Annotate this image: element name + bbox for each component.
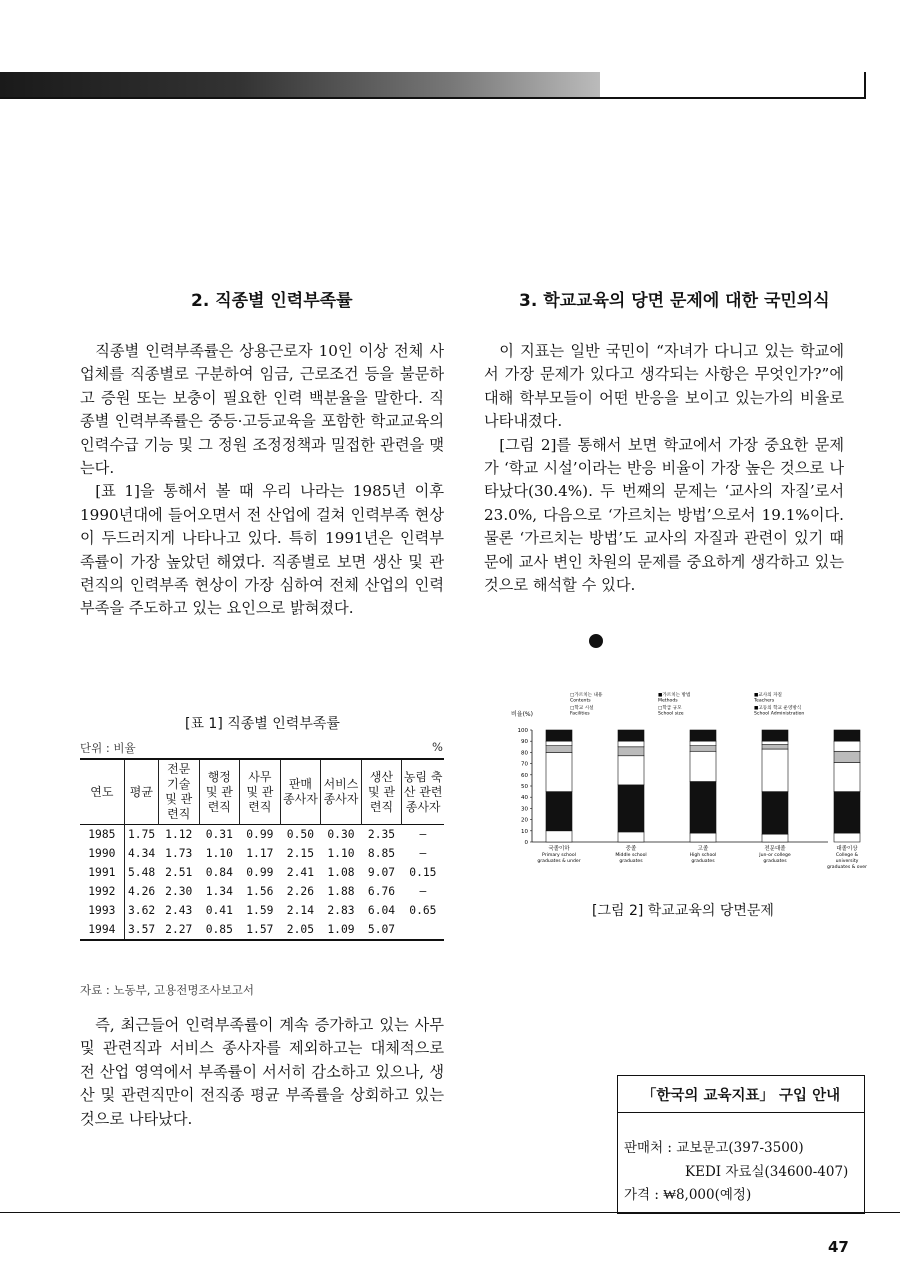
x-tick-label: 중졸 (625, 846, 637, 852)
table-cell: 1.12 (165, 828, 193, 841)
table-cell: 1.10 (205, 847, 233, 860)
table-row (80, 882, 444, 901)
bar-segment (546, 831, 572, 842)
bar-segment (762, 749, 788, 792)
x-tick-label: 고졸 (697, 846, 709, 852)
top-rule (0, 97, 866, 99)
x-tick-label: 전문대졸 (764, 846, 786, 852)
table-cell: 1.57 (246, 923, 274, 936)
bar-segment (690, 833, 716, 842)
seller-line-2: KEDI 자료실(34600-407) (685, 1164, 849, 1180)
paragraph: [표 1]을 통해서 볼 때 우리 나라는 1985년 이후 1990년대에 들어오면서 전 산업에 걸쳐 인력부족 현상이 두드러지게 나타나고 있다. 특히 1991년은 인력부족률이 가장 높았던 해였다. 직종별로 보면 생산 및 관련직의 인력부족 현상이 가장 심하여 전체 산업의 인력부족을 주도하고 있는 요인으로 밝혀졌다. (80, 482, 444, 618)
legend-label: Facilities (570, 711, 590, 717)
bar-segment (762, 741, 788, 744)
bar-segment (834, 792, 860, 833)
table-cell: 2.51 (165, 866, 193, 879)
legend-label: □가르치는 내용 (570, 693, 603, 698)
table-cell: 1.73 (165, 847, 193, 860)
table-cell: 1.56 (246, 885, 274, 898)
bar-segment (546, 752, 572, 791)
bar-segment (546, 741, 572, 745)
x-tick-label: Primary school (542, 853, 576, 858)
table-cell: 0.15 (409, 866, 437, 879)
y-tick-label: 0 (524, 840, 528, 846)
x-tick-label: graduates (619, 859, 643, 864)
column-header: 사무 및 관련직 (240, 759, 281, 825)
bar-segment (690, 751, 716, 781)
x-tick-label: 국졸이하 (548, 846, 570, 852)
figure-caption: [그림 2] 학교교육의 당면문제 (592, 903, 774, 919)
column-header: 연도 (90, 784, 114, 799)
table-cell: 2.14 (286, 904, 315, 917)
y-axis-label: 비율(%) (511, 711, 533, 718)
table-cell: 0.41 (205, 904, 233, 917)
x-tick-label: graduates & under (537, 859, 581, 864)
legend-label: School size (658, 711, 684, 717)
table-cell: 1.59 (246, 904, 274, 917)
table-cell: 2.35 (367, 828, 396, 841)
x-tick-label: Jun-or college (759, 853, 791, 858)
legend-label: Teachers (754, 698, 775, 704)
school-problem-chart (508, 690, 868, 890)
table-cell: 1.88 (327, 885, 355, 898)
table-source: 자료 : 노동부, 고용전명조사보고서 (80, 983, 255, 997)
x-tick-label: Middle school (615, 853, 647, 858)
bar-segment (834, 751, 860, 762)
y-tick-label: 50 (521, 784, 528, 790)
bar-segment (618, 747, 644, 756)
chart-legend (570, 691, 804, 717)
paragraph: 직종별 인력부족률은 상용근로자 10인 이상 전체 사업체를 직종별로 구분하여 임금, 근로조건 등을 불문하고 증원 또는 보충이 필요한 인력 백분율을 말한다. 직종별 인력부족률은 중등·고등교육을 포함한 학교교육의 인력수급 기능 및 그 정원 조정정책과 밀접한 관련을 맺는다. (80, 342, 444, 478)
table-row (80, 920, 444, 940)
table-cell: 1993 (80, 901, 124, 920)
table-cell: 0.85 (205, 923, 233, 936)
bar-segment (690, 782, 716, 834)
x-tick-label: High school (689, 853, 717, 858)
table-cell: 3.57 (127, 923, 156, 936)
bar-segment (618, 730, 644, 741)
table-cell: 2.43 (165, 904, 193, 917)
legend-label: School Administration (754, 711, 805, 717)
legend-label: ■고등의 학교 운영방식 (754, 706, 802, 711)
y-tick-label: 20 (521, 817, 528, 824)
table-cell: — (419, 885, 427, 898)
purchase-info-box (617, 1075, 865, 1214)
table-cell: 2.15 (286, 847, 315, 860)
shortage-table (80, 758, 444, 941)
table-cell: 0.30 (327, 828, 355, 841)
unit-label: 단위 : 비율 (80, 741, 136, 755)
table-cell: 1.09 (327, 923, 355, 936)
bar-segment (762, 745, 788, 749)
table-row (80, 901, 444, 920)
unit-symbol: % (432, 740, 443, 754)
bar-segment (690, 746, 716, 752)
table-cell: 0.31 (205, 828, 233, 841)
column-header: 평균 (124, 759, 158, 825)
y-tick-label: 70 (521, 761, 528, 768)
x-tick-label: 대졸이상 (836, 846, 858, 852)
table-caption: [표 1] 직종별 인력부족률 (185, 716, 340, 732)
table-cell: 0.65 (409, 904, 437, 917)
column-header: 농림 축산 관련 종사자 (402, 759, 444, 825)
table-cell: 1.17 (246, 847, 274, 860)
price-line: 가격 : ₩8,000(예정) (624, 1187, 752, 1203)
table-cell: — (419, 828, 427, 841)
legend-label: □학급 규모 (658, 706, 682, 711)
bar-segment (618, 785, 644, 832)
right-body (484, 340, 844, 597)
table-cell: 1.10 (327, 847, 355, 860)
table-cell: 6.04 (367, 904, 396, 917)
paragraph: [그림 2]를 통해서 보면 학교에서 가장 중요한 문제가 ‘학교 시설’이라는 반응 비율이 가장 높은 것으로 나타났다(30.4%). 두 번째의 문제는 ‘교사의 자질’로서 23.0%, 다음으로 ‘가르치는 방법’으로서 19.1%이다. 물론 ‘가르치는 방법’도 교사의 자질과 관련이 있기 때문에 교사 변인 차원의 문제를 중요하게 생각하고 있는 것으로 해석할 수 있다. (484, 435, 844, 595)
bar-segment (546, 792, 572, 831)
table-cell: 1.75 (127, 828, 156, 841)
legend-label: □학교 시설 (570, 706, 594, 711)
table-cell: 5.07 (367, 923, 396, 936)
purchase-title: 「한국의 교육지표」 구입 안내 (618, 1076, 864, 1113)
table-cell: 1991 (80, 863, 124, 882)
chart-bars (546, 730, 860, 842)
bar-segment (762, 792, 788, 835)
table-cell: 2.30 (165, 885, 193, 898)
bar-segment (834, 741, 860, 751)
table-cell: 9.07 (367, 866, 396, 879)
x-tick-label: graduates & over (826, 865, 868, 870)
y-tick-label: 60 (521, 772, 528, 779)
table-cell: 2.41 (286, 866, 315, 879)
column-header: 판매 종사자 (280, 759, 321, 825)
page-number: 47 (828, 1238, 849, 1256)
bar-segment (690, 730, 716, 741)
column-header: 전문 기술 및 관련직 (159, 759, 200, 825)
bar-segment (834, 833, 860, 842)
table-cell: 5.48 (127, 866, 156, 879)
bar-segment (618, 756, 644, 785)
section-heading-left: 2. 직종별 인력부족률 (191, 291, 353, 311)
table-cell: 6.76 (367, 885, 396, 898)
table-cell: 0.50 (286, 828, 315, 841)
table-cell: 2.05 (286, 923, 315, 936)
bar-segment (618, 741, 644, 747)
y-tick-label: 100 (517, 728, 528, 734)
table-row (80, 844, 444, 863)
y-tick-label: 80 (521, 750, 528, 757)
bar-segment (762, 730, 788, 741)
column-header: 생산 및 관련직 (361, 759, 402, 825)
x-tick-label: university (835, 859, 859, 864)
bottom-rule (0, 1212, 900, 1213)
bar-segment (834, 730, 860, 741)
table-cell: 4.26 (127, 885, 156, 898)
chart-x-labels (537, 844, 867, 870)
y-tick-label: 10 (521, 828, 528, 835)
bar-segment (762, 834, 788, 842)
left-body-1 (80, 340, 444, 621)
legend-label: ■교사의 자질 (754, 693, 782, 698)
legend-label: ■가르치는 방법 (658, 693, 691, 698)
table-cell: 0.99 (246, 828, 274, 841)
table-cell: 1.34 (205, 885, 233, 898)
y-tick-label: 30 (521, 806, 528, 813)
seller-line: 판매처 : 교보문고(397-3500) (624, 1140, 804, 1156)
table-cell: — (419, 847, 427, 860)
bar-segment (834, 762, 860, 791)
table-row (80, 863, 444, 882)
x-tick-label: graduates (763, 859, 787, 864)
table-cell (402, 920, 444, 940)
table-cell: 8.85 (367, 847, 396, 860)
top-decorative-bar (0, 72, 600, 98)
x-tick-label: College & (835, 853, 859, 858)
y-tick-label: 40 (521, 795, 528, 802)
table-cell: 4.34 (127, 847, 156, 860)
table-cell: 1990 (80, 844, 124, 863)
table-cell: 1994 (80, 920, 124, 940)
paragraph: 이 지표는 일반 국민이 “자녀가 다니고 있는 학교에서 가장 문제가 있다고 생각되는 사항은 무엇인가?”에 대해 학부모들이 어떤 반응을 보이고 있는가의 비율로 나타내졌다. (484, 342, 844, 431)
table-cell: 2.27 (165, 923, 193, 936)
table-cell: 1985 (80, 825, 124, 845)
table-row (80, 825, 444, 845)
y-tick-label: 90 (521, 739, 528, 746)
legend-label: Contents (570, 698, 591, 704)
legend-label: Methods (658, 698, 678, 704)
left-body-2 (80, 1014, 444, 1131)
table-cell: 1.08 (327, 866, 355, 879)
table-header-row (80, 759, 444, 825)
section-heading-right: 3. 학교교육의 당면 문제에 대한 국민의식 (519, 291, 830, 311)
x-tick-label: graduates (691, 859, 715, 864)
end-mark-icon (589, 634, 603, 648)
table-cell: 3.62 (127, 904, 156, 917)
paragraph: 즉, 최근들어 인력부족률이 계속 증가하고 있는 사무 및 관련직과 서비스 종사자를 제외하고는 대체적으로 전 산업 영역에서 부족률이 서서히 감소하고 있으나, 생산 및 관련직만이 전직종 평균 부족률을 상회하고 있는 것으로 나타났다. (80, 1016, 444, 1128)
bar-segment (618, 832, 644, 842)
table-cell: 1992 (80, 882, 124, 901)
table-cell: 2.26 (286, 885, 315, 898)
top-rule-corner (864, 72, 866, 99)
bar-segment (690, 741, 716, 745)
column-header: 서비스 종사자 (321, 759, 362, 825)
column-header: 행정 및 관련직 (199, 759, 240, 825)
bar-segment (546, 730, 572, 741)
table-cell: 0.99 (246, 866, 274, 879)
bar-segment (546, 746, 572, 753)
table-cell: 0.84 (205, 866, 233, 879)
table-cell: 2.83 (327, 904, 355, 917)
